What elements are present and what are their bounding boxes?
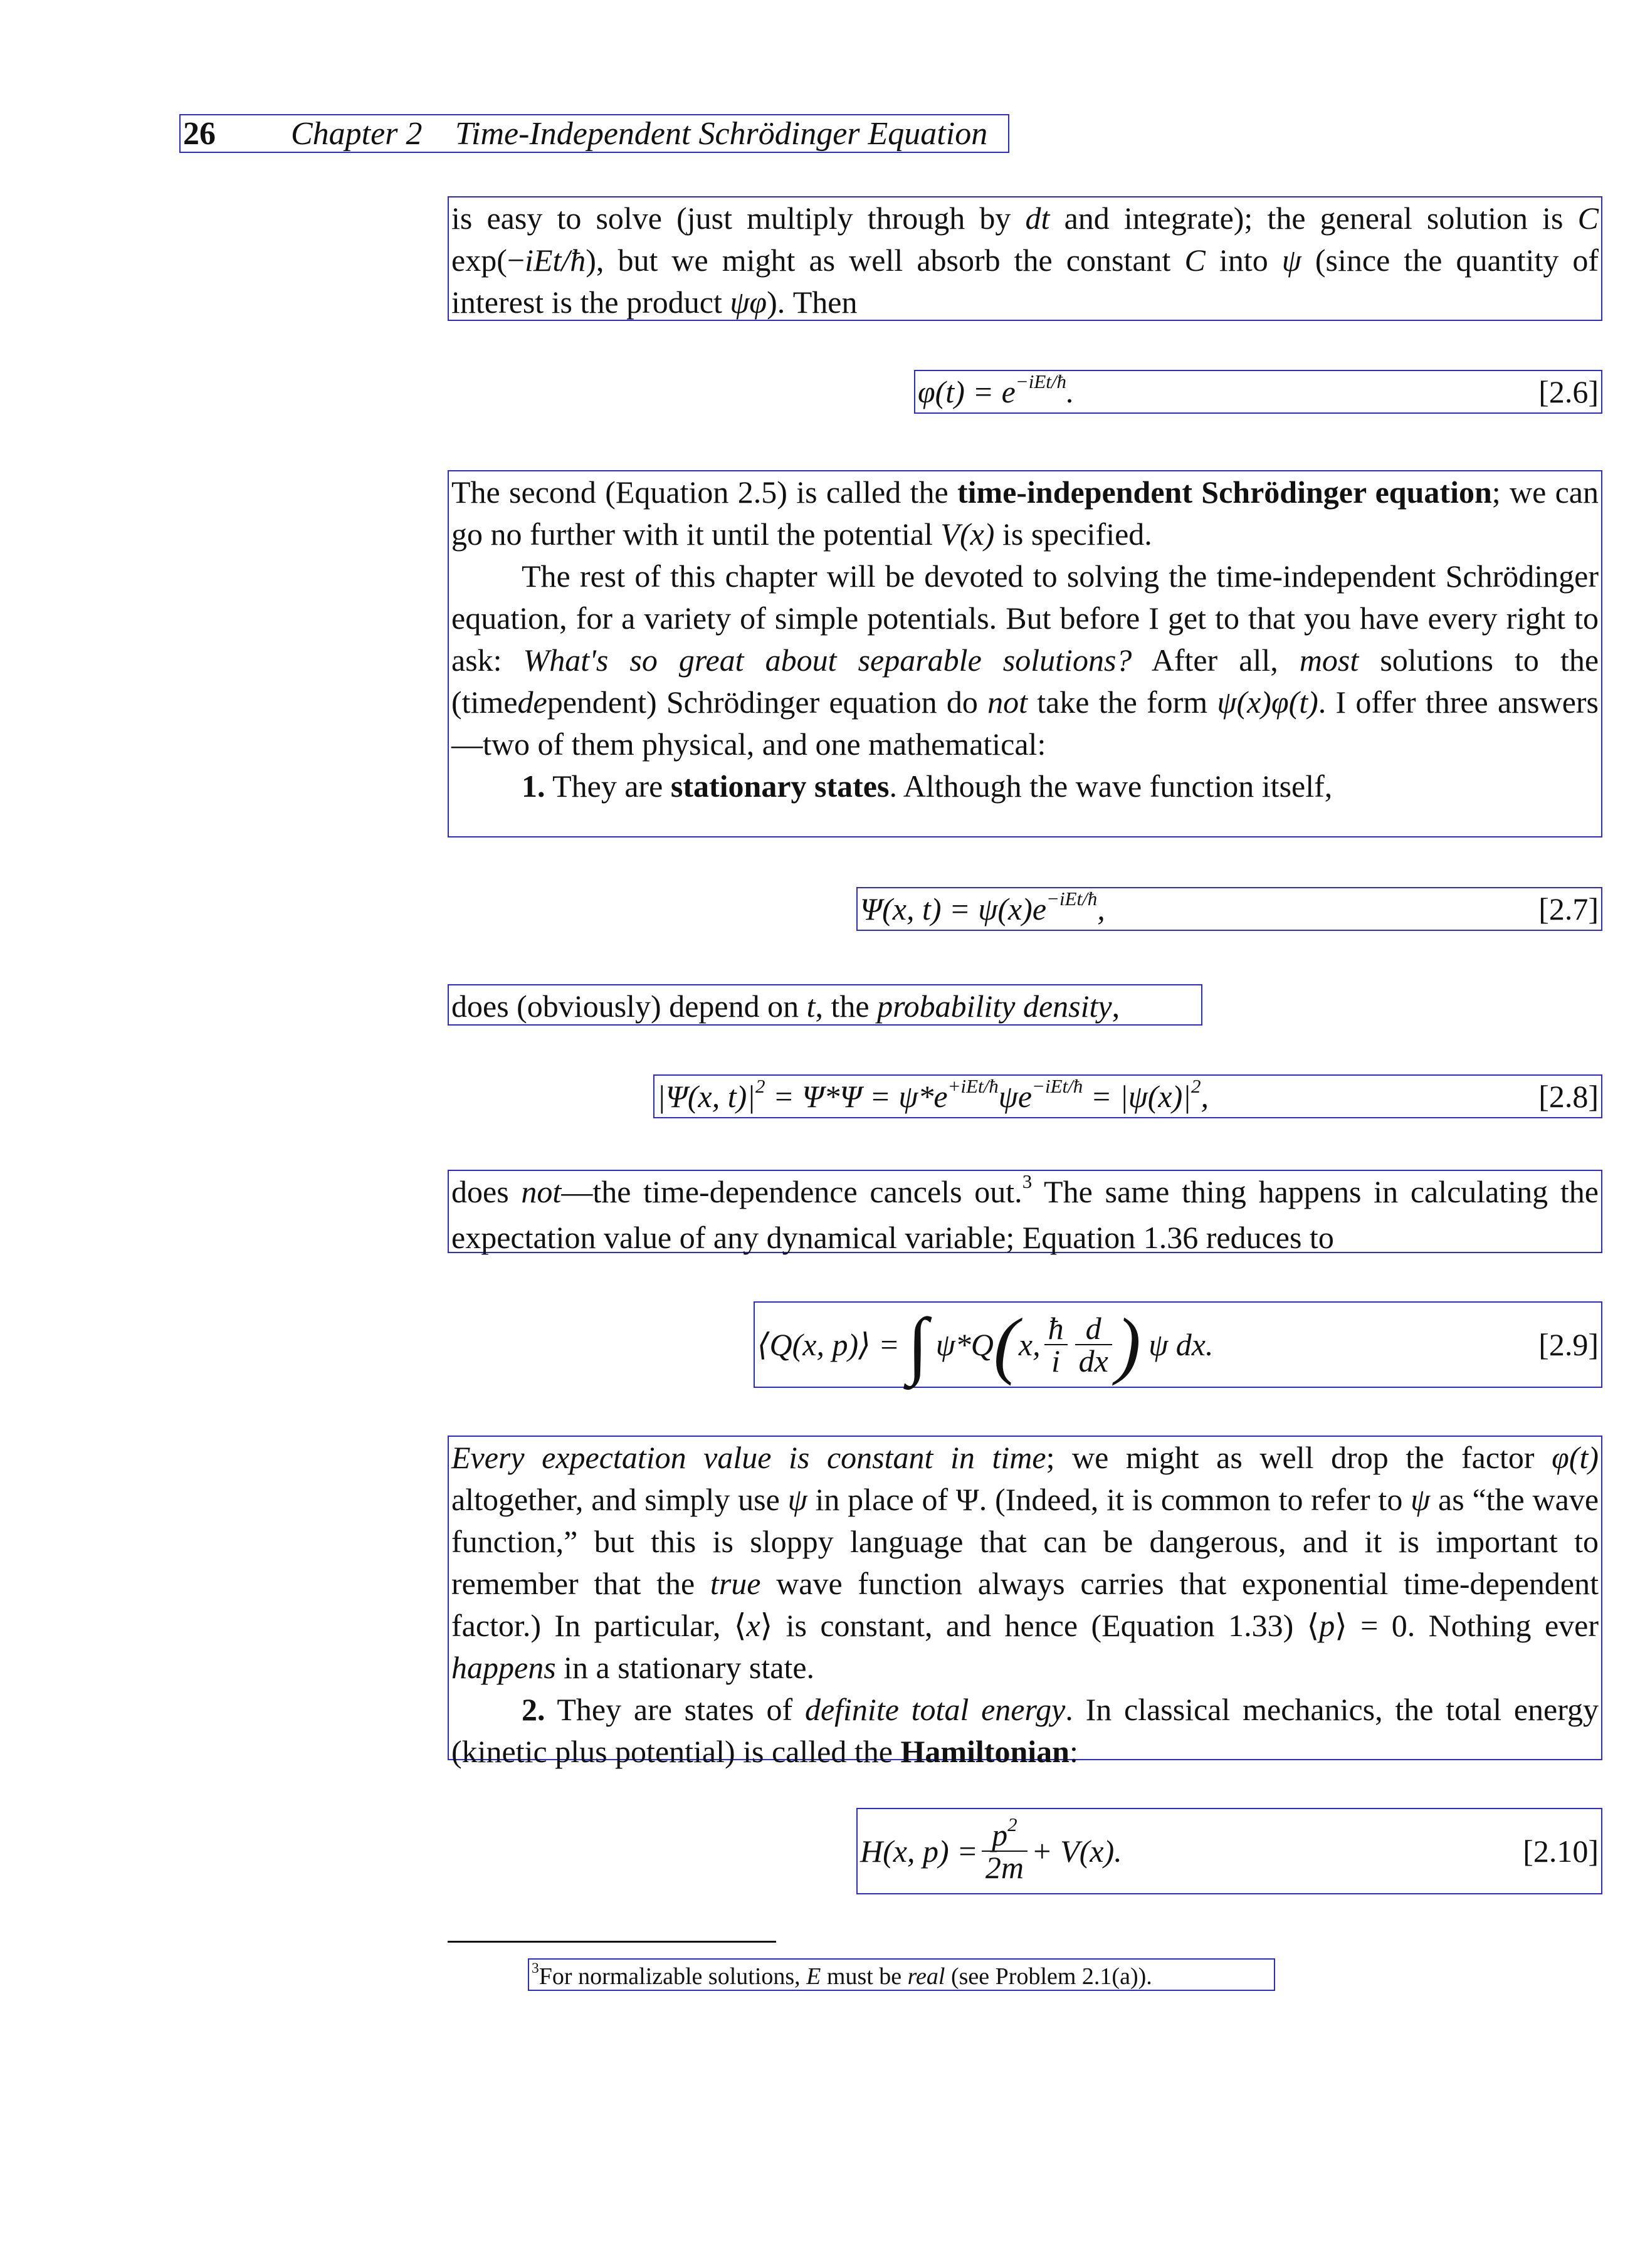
equation-2-9: ⟨Q(x, p)⟩ = ∫ ψ*Q ( x, $\frac{ħ}{i}$ $\frac{d}{dx}$ ) ψ dx. [2.9] <box>754 1301 1602 1388</box>
equation-number: [2.6] <box>1538 374 1599 409</box>
chapter-title: Time-Independent Schrödinger Equation <box>455 116 988 152</box>
equation-2-10: H(x, p) = $\frac{p^2}{2m}$ + V(x). [2.10] <box>856 1808 1602 1894</box>
paragraph-separable: The rest of this chapter will be devoted to solving the time-independent Schrödinger equation, for a variety of simple potentials. But before I get to that you have every right to ask: What's so great about separable solutions? After all, most solutions to the (timedependent) Schrödinger equation do not take the form ψ(x)φ(t). I offer three answers—two of them physical, and one mathematical: <box>451 559 1599 762</box>
paragraph-tise: The second (Equation 2.5) is called the time-independent Schrödinger equation; we can go no further with it until the potential V(x) is specified. <box>451 475 1599 552</box>
equation-number: [2.8] <box>1538 1079 1599 1114</box>
paragraph-probability-density: does (obviously) depend on t, the probability density, <box>448 984 1202 1026</box>
paragraph-solution: is easy to solve (just multiply through by dt and integrate); the general solution is C exp(−iEt/ħ), but we might as well absorb the constant C into ψ (since the quantity of interest is the product ψφ). Then <box>448 196 1602 321</box>
item-definite-energy: 2. They are states of definite total energy. In classical mechanics, the total energy (kinetic plus potential) is called the Hamiltonian: <box>451 1692 1599 1769</box>
paragraph-stationary <box>448 470 1602 837</box>
chapter-label: Chapter 2 <box>291 116 423 152</box>
page-number: 26 <box>183 116 216 152</box>
paragraph-expectation <box>448 1436 1602 1769</box>
footnote-rule <box>448 1941 776 1943</box>
equation-2-6: $\varphi(t) = e^{-iEt/ħ}$. [2.6] <box>914 370 1602 414</box>
equation-number: [2.7] <box>1538 891 1599 927</box>
paragraph-constant-in-time: Every expectation value is constant in time; we might as well drop the factor φ(t) altogether, and simply use ψ in place of Ψ. (Indeed, it is common to refer to ψ as “the wave function,” but this is sloppy language that can be dangerous, and it is important to remember that the true wave function always carries that exponential time-dependent factor.) In particular, ⟨x⟩ is constant, and hence (Equation 1.33) ⟨p⟩ = 0. Nothing ever happens in a stationary state. <box>451 1440 1599 1685</box>
equation-2-8: |Ψ(x, $t)|^2 = \Psi*\Psi = \psi*e^{+iEt/ħ}\psi e^{-iEt/ħ} = |\psi(x)|^2$, [2.8] <box>653 1074 1602 1118</box>
running-header <box>179 114 1009 153</box>
footnote-reference[interactable]: 3 <box>1022 1170 1033 1192</box>
equation-number: [2.9] <box>1538 1327 1599 1362</box>
footnote-mark: 3 <box>532 1960 539 1977</box>
equation-2-7: Ψ(x, $t) = \psi(x)e^{-iEt/ħ}$, [2.7] <box>856 887 1602 931</box>
item-stationary-states: 1. They are stationary states. Although the wave function itself, <box>522 769 1333 804</box>
footnote: $^3$For normalizable solutions, E must be real (see Problem 2.1(a)). <box>528 1958 1275 1991</box>
equation-number: [2.10] <box>1523 1834 1599 1869</box>
paragraph-time-dependence: does not—the time-dependence cancels out.$^3$ The same thing happens in calculating the expectation value of any dynamical variable; Equation 1.36 reduces to <box>448 1170 1602 1253</box>
